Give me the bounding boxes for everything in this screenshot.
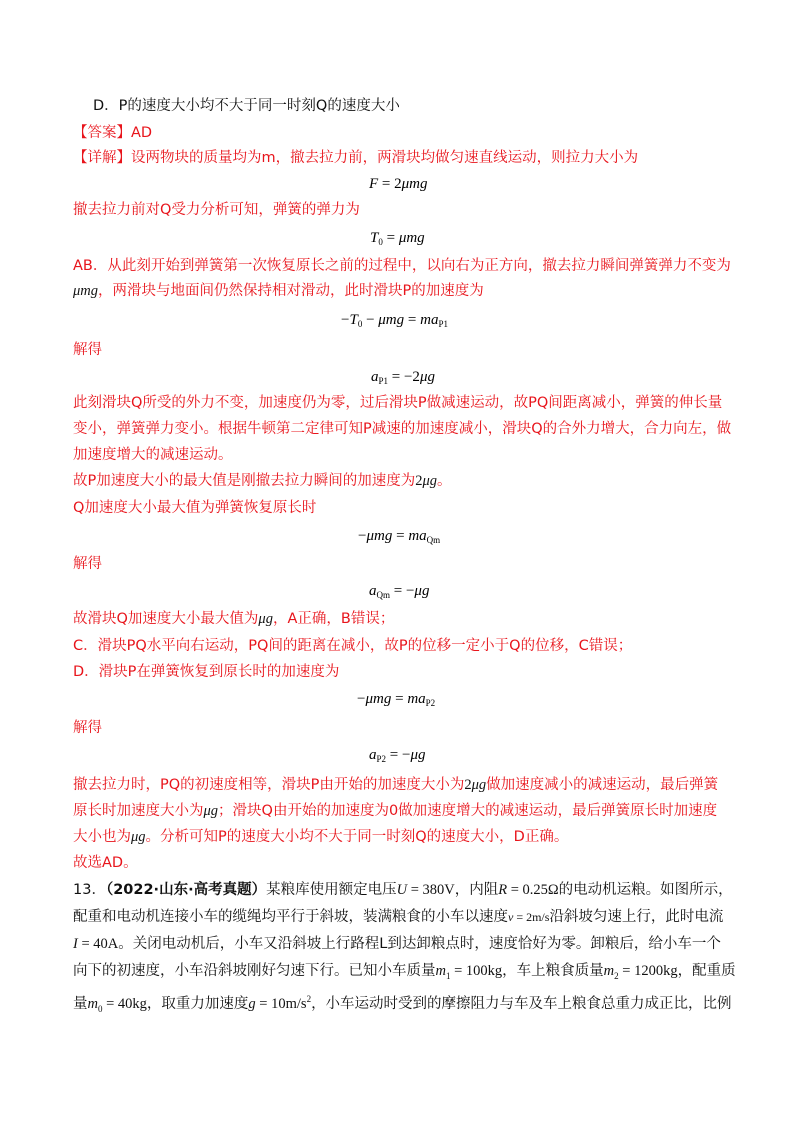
- analysis-line-10-end: ，A正确，B错误；: [272, 611, 395, 627]
- analysis-line-12: D．滑块P在弹簧恢复到原长时的加速度为: [73, 664, 340, 680]
- analysis-line-3: AB．从此刻开始到弹簧第一次恢复原长之前的过程中，以向右为正方向，撤去拉力瞬间弹簧弹力不变为: [73, 258, 731, 274]
- current-formula: I = 40A: [73, 936, 119, 952]
- mu-g-inline-2: μg: [203, 803, 219, 819]
- q13-line5-mid: ，取重力加速度: [146, 995, 249, 1012]
- analysis-line-4-text: ，两滑块与地面间仍然保持相对滑动，此时滑块P的加速度为: [98, 283, 484, 299]
- question-13-line-3: [73, 934, 721, 954]
- mu-g-inline: μg: [258, 611, 273, 627]
- question-13-line-1: [73, 880, 733, 900]
- two-mu-g-inline-2: 2μg: [464, 777, 487, 793]
- analysis-line-10-text: 故滑块Q加速度大小最大值为: [73, 611, 259, 627]
- analysis-line-9: Q加速度大小最大值为弹簧恢复原长时: [73, 500, 317, 516]
- equation-2: $T_0 = \mu mg$: [370, 230, 425, 247]
- analysis-line-4: [73, 281, 484, 301]
- equation-4: $a_{P1} = -2\mu g$: [371, 369, 435, 386]
- analysis-line-13: [73, 775, 718, 795]
- analysis-line-13-text: 撤去拉力时，PQ的初速度相等，滑块P由开始的加速度大小为: [73, 777, 465, 793]
- analysis-line-14-text: 原长时加速度大小为: [73, 803, 204, 819]
- analysis-line-6: 变小，弹簧弹力变小。根据牛顿第二定律可知P减速的加速度减小，滑块Q的合外力增大，合力向左，做: [73, 421, 732, 437]
- q13-line4-end: ，配重质: [677, 963, 736, 979]
- q13-line2-end: 沿斜坡匀速上行，此时电流: [549, 909, 724, 925]
- q13-line4-text: 向下的初速度，小车沿斜坡刚好匀速下行。已知小车质量: [73, 963, 436, 979]
- q13-text-e: 的电动机运粮。如图所示，: [558, 882, 733, 898]
- q13-line2-text: 配重和电动机连接小车的缆绳均平行于斜坡，装满粮食的小车以速度: [73, 909, 508, 925]
- question-13-line-2: [73, 907, 723, 927]
- analysis-line-14: [73, 801, 717, 821]
- q13-line3-text: 。关闭电动机后，小车又沿斜坡上行路程L到达卸粮点时，速度恰好为零。卸粮后，给小车一个: [118, 936, 721, 952]
- q13-line5-end: ，小车运动时受到的摩擦阻力与车及车上粮食总重力成正比，比例: [311, 995, 732, 1012]
- equation-6: $a_{Qm} = -\mu g$: [369, 583, 430, 600]
- jiede-3: 解得: [73, 720, 102, 736]
- analysis-line-11: C．滑块PQ水平向右运动，PQ间的距离在减小，故P的位移一定小于Q的位移，C错误；: [73, 638, 633, 654]
- jiede-1: 解得: [73, 342, 102, 358]
- two-mu-g-inline: 2μg: [415, 473, 438, 489]
- q13-text-c: ，内阻: [454, 882, 499, 898]
- jiede-2: 解得: [73, 556, 102, 572]
- resistance-formula: R = 0.25Ω: [498, 882, 559, 898]
- question-13-line-5: [73, 989, 732, 1019]
- analysis-line-13-end: 做加速度减小的减速运动，最后弹簧: [486, 777, 719, 793]
- cart-mass-formula: $m_1 = 100kg$: [435, 963, 503, 981]
- gravity-formula: $g = 10m/s^2$: [248, 994, 312, 1012]
- q13-text-a: 某粮库使用额定电压: [266, 882, 397, 898]
- equation-5: $-\mu mg = ma_{Qm}$: [358, 528, 441, 545]
- analysis-line-15-text: 大小也为: [73, 829, 131, 845]
- analysis-line-8-text: 故P加速度大小的最大值是刚撤去拉力瞬间的加速度为: [73, 473, 416, 489]
- mu-mg-inline: μmg: [73, 283, 98, 299]
- question-13-line-4: [73, 961, 736, 986]
- equation-3: $-T_0 - \mu mg = ma_{P1}$: [341, 312, 448, 329]
- q13-line4-mid: ，车上粮食质量: [502, 963, 604, 979]
- counterweight-mass-formula: $m_0 = 40kg$: [87, 995, 147, 1014]
- equation-8: $a_{P2} = -\mu g$: [369, 747, 426, 764]
- grain-mass-formula: $m_2 = 1200kg$: [603, 963, 678, 981]
- analysis-line-10: [73, 609, 394, 629]
- option-d: D．P的速度大小均不大于同一时刻Q的速度大小: [93, 98, 400, 114]
- analysis-line-7: 加速度增大的减速运动。: [73, 447, 233, 463]
- analysis-line-15-end: 。分析可知P的速度大小均不大于同一时刻Q的速度大小，D正确。: [145, 829, 569, 845]
- analysis-line-8: [73, 471, 452, 491]
- analysis-line-8-end: 。: [437, 473, 452, 489]
- analysis-line-15: [73, 827, 568, 847]
- velocity-formula: v = 2m/s: [508, 910, 550, 924]
- analysis-line-1: 【详解】设两物块的质量均为m，撤去拉力前，两滑块均做匀速直线运动，则拉力大小为: [73, 150, 639, 166]
- voltage-formula: U = 380V: [396, 882, 455, 898]
- mu-g-inline-3: μg: [131, 829, 146, 845]
- question-number: 13．: [73, 882, 106, 898]
- analysis-line-14-end: ；滑块Q由开始的加速度为0做加速度增大的减速运动，最后弹簧原长时加速度: [218, 803, 718, 819]
- answer-line: 【答案】AD: [73, 125, 153, 141]
- equation-1: F = 2μmg: [369, 176, 428, 192]
- analysis-line-5: 此刻滑块Q所受的外力不变，加速度仍为零，过后滑块P做减速运动，故PQ间距离减小，弹簧的伸长量: [73, 395, 723, 411]
- analysis-line-2: 撤去拉力前对Q受力分析可知，弹簧的弹力为: [73, 202, 360, 218]
- equation-7: $-\mu mg = ma_{P2}$: [357, 691, 436, 708]
- q13-line5-text: 量: [73, 995, 88, 1012]
- question-source: （2022·山东·高考真题）: [105, 882, 267, 898]
- analysis-line-16: 故选AD。: [73, 855, 138, 871]
